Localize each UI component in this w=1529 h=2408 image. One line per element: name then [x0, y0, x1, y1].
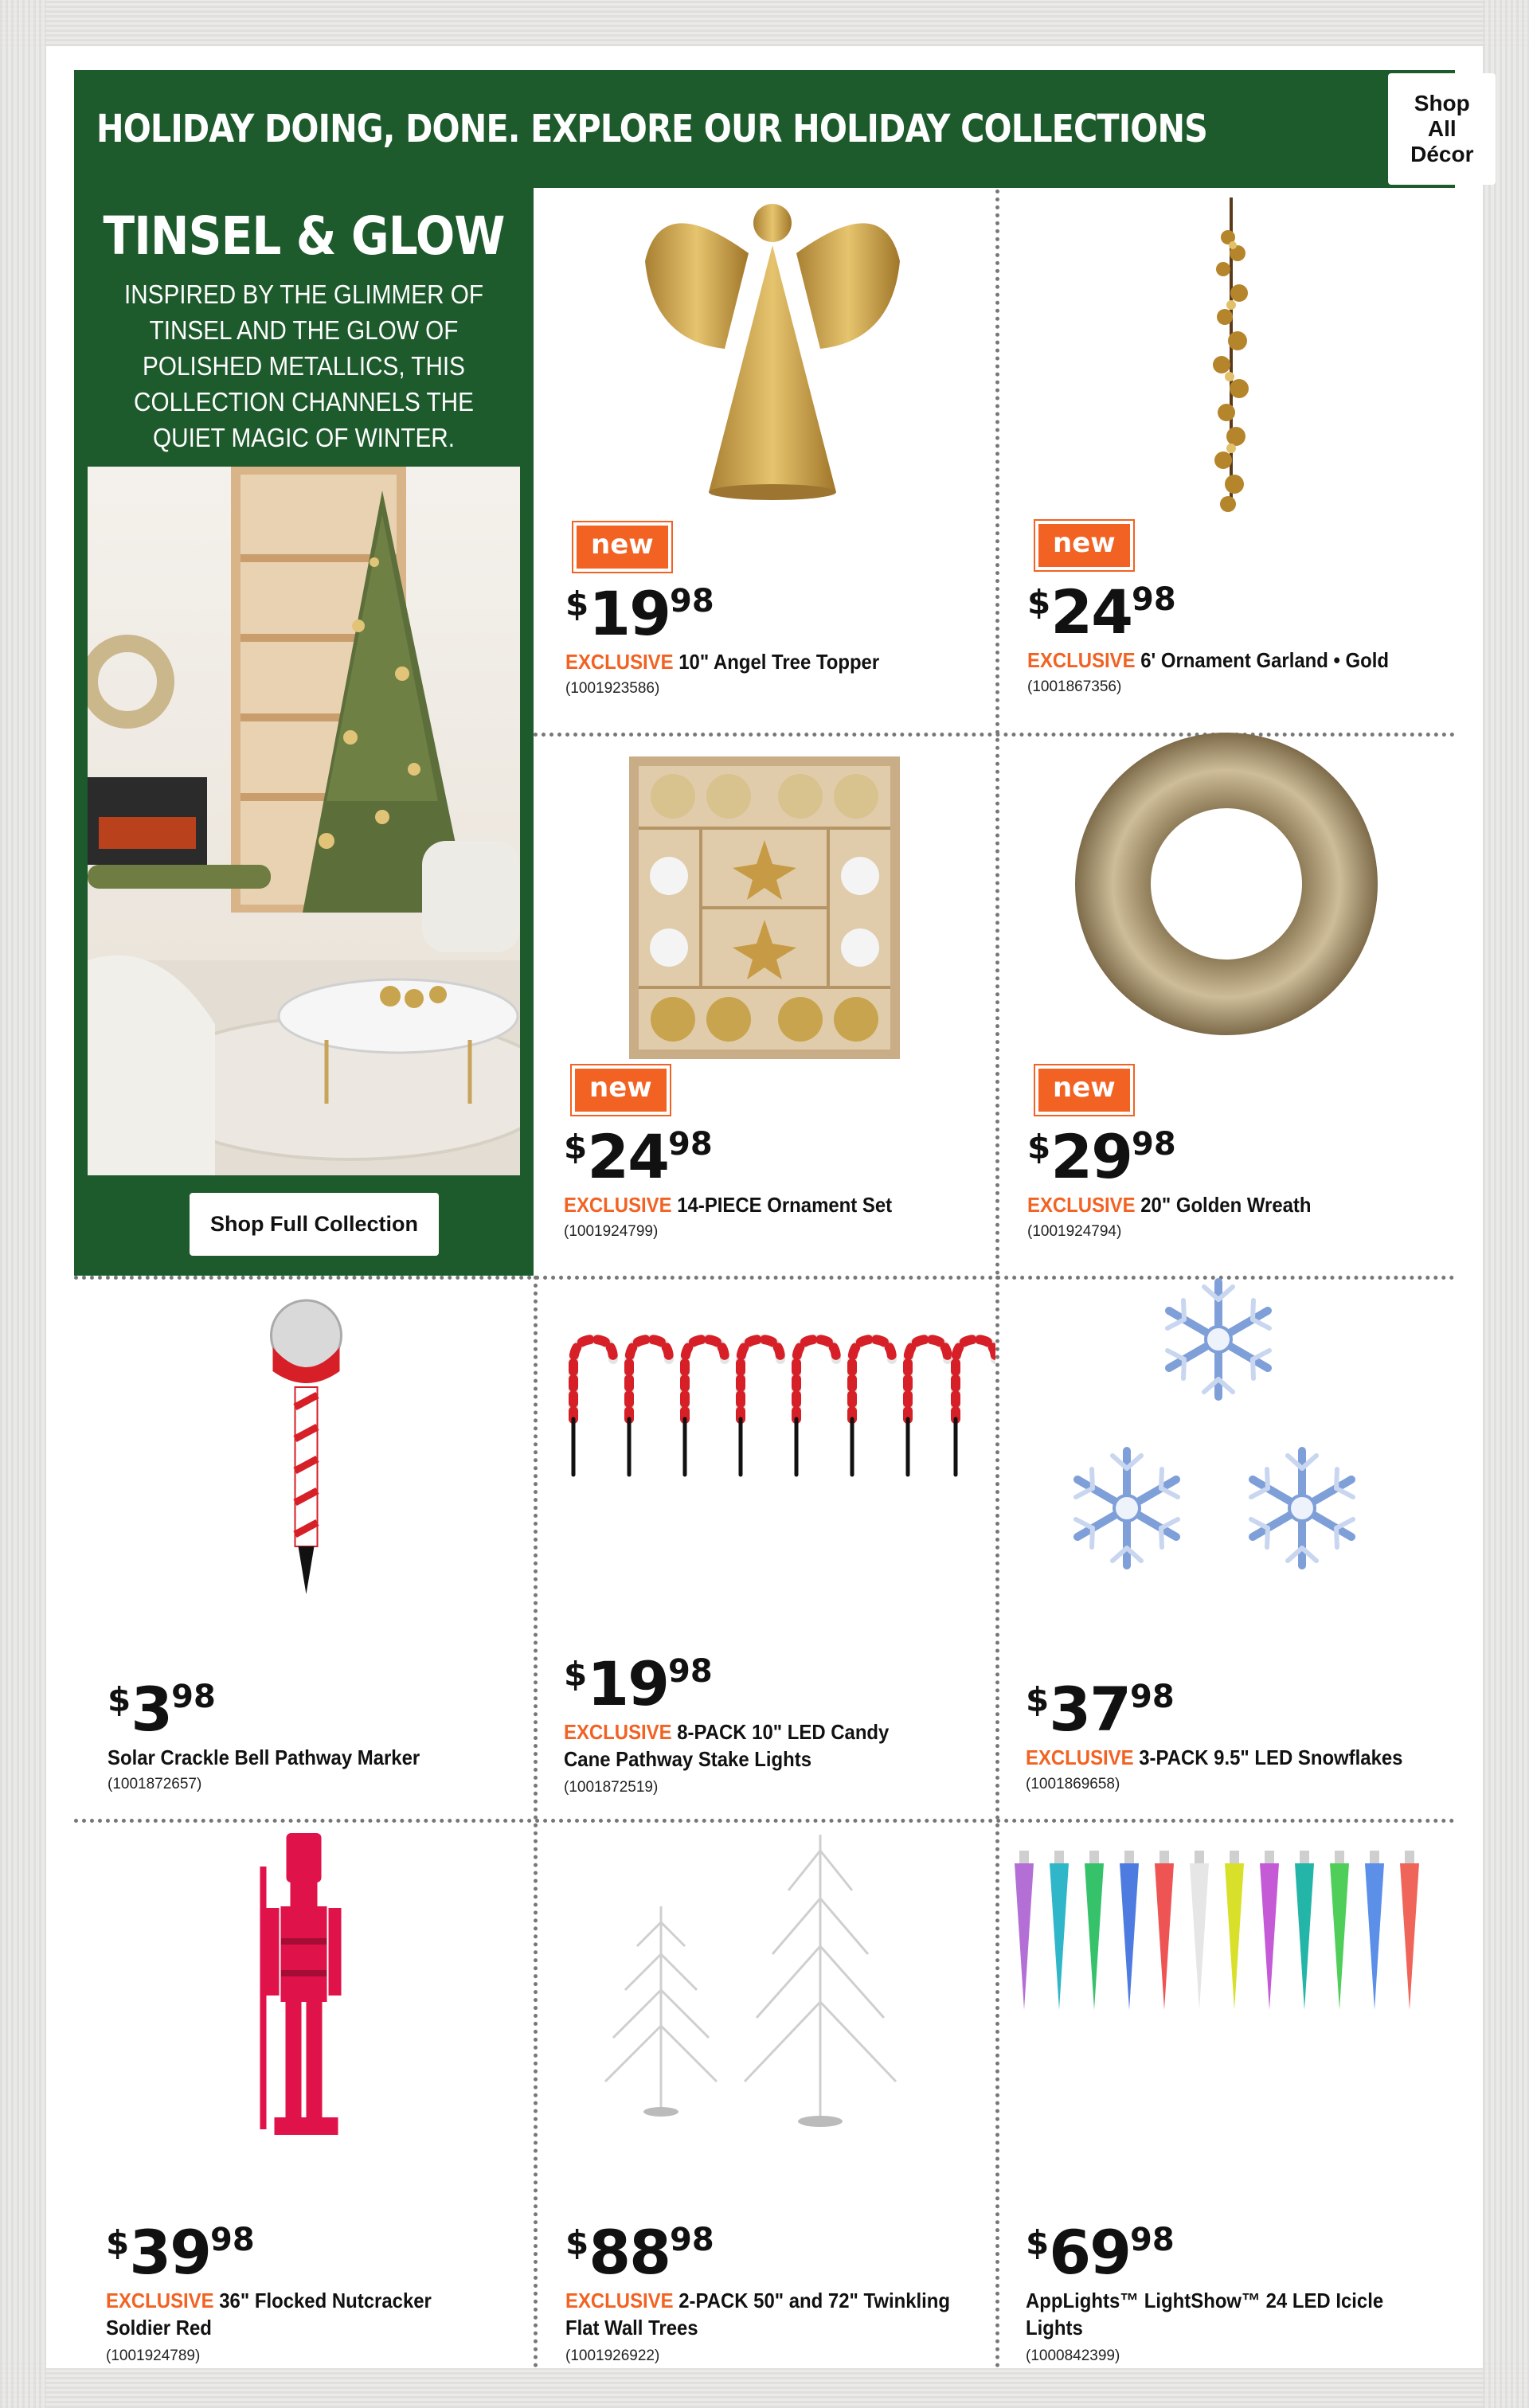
- product-tile[interactable]: [74, 1819, 536, 2364]
- price: $398: [108, 1674, 216, 1745]
- product-tile[interactable]: [534, 733, 995, 1274]
- feature-description: INSPIRED BY THE GLIMMER OF TINSEL AND THE GLOW OF POLISHED METALLICS, THIS COLLECTION CHANNELS THE QUIET MAGIC OF WINTER.: [123, 280, 484, 452]
- product-name: EXCLUSIVE 3-PACK 9.5" LED Snowflakes: [1026, 1745, 1403, 1769]
- product-sku: (1001924794): [1027, 1223, 1122, 1240]
- flyer-page: [46, 46, 1483, 2368]
- new-badge: new: [1035, 521, 1133, 570]
- product-sku: (1001924799): [564, 1223, 659, 1240]
- product-sku: (1001869658): [1026, 1776, 1120, 1792]
- holiday-banner: [74, 70, 1474, 188]
- product-sku: (1001923586): [565, 680, 660, 697]
- nutcracker-soldier-icon: [74, 1819, 536, 2153]
- product-name: EXCLUSIVE 14-PIECE Ornament Set: [564, 1193, 893, 1217]
- new-badge: new: [1035, 1065, 1133, 1115]
- product-sku: (1001926922): [565, 2347, 660, 2364]
- product-name: EXCLUSIVE 2-PACK 50" and 72" Twinkling Flat Wall Trees: [565, 2289, 951, 2340]
- price: $3798: [1026, 1674, 1175, 1745]
- product-tile[interactable]: [995, 1819, 1457, 2364]
- product-sku: (1001867356): [1027, 678, 1122, 695]
- icicle-lights-icon: [995, 1819, 1457, 2153]
- feature-title: TINSEL & GLOW: [103, 205, 505, 267]
- price: $1998: [564, 1648, 713, 1719]
- room-illustration-icon: [88, 467, 520, 1175]
- product-tile[interactable]: [995, 1276, 1457, 1817]
- angel-tree-topper-icon: [534, 190, 995, 524]
- tinsel-glow-feature: [74, 188, 534, 1276]
- product-tile[interactable]: [534, 190, 995, 731]
- price: $2998: [1027, 1121, 1176, 1192]
- paper-edge-top: [0, 0, 1529, 46]
- paper-edge-left: [0, 0, 46, 2408]
- product-tile[interactable]: [534, 1819, 995, 2364]
- product-tile[interactable]: [995, 190, 1457, 731]
- product-tile[interactable]: [995, 733, 1457, 1274]
- new-badge: new: [572, 1065, 670, 1115]
- shop-full-collection-button[interactable]: Shop Full Collection: [190, 1193, 439, 1256]
- banner-title: HOLIDAY DOING, DONE. EXPLORE OUR HOLIDAY COLLECTIONS: [96, 107, 1208, 151]
- product-name: EXCLUSIVE 6' Ornament Garland • Gold: [1027, 648, 1390, 672]
- product-name: AppLights™ LightShow™ 24 LED Icicle Lights: [1026, 2289, 1384, 2340]
- product-name: Solar Crackle Bell Pathway Marker: [108, 1745, 420, 1769]
- price: $6998: [1026, 2217, 1175, 2288]
- price: $2498: [1027, 577, 1176, 647]
- led-snowflakes-icon: [995, 1276, 1457, 1610]
- product-sku: (1001872657): [108, 1776, 202, 1792]
- ornament-garland-icon: [995, 190, 1457, 524]
- product-tile[interactable]: [74, 1276, 536, 1817]
- product-name: EXCLUSIVE 8-PACK 10" LED Candy Cane Pathway Stake Lights: [564, 1720, 890, 1771]
- shop-all-decor-button[interactable]: Shop All Décor: [1388, 73, 1496, 185]
- paper-edge-right: [1483, 0, 1529, 2408]
- golden-wreath-icon: [995, 733, 1457, 1067]
- ornament-set-box-icon: [534, 733, 995, 1067]
- collection-room-photo: [88, 467, 520, 1175]
- product-sku: (1000842399): [1026, 2347, 1120, 2364]
- product-name: EXCLUSIVE 10" Angel Tree Topper: [565, 650, 880, 674]
- price: $1998: [565, 578, 714, 649]
- price: $3998: [106, 2217, 255, 2288]
- pathway-marker-icon: [74, 1276, 536, 1610]
- product-name: EXCLUSIVE 20" Golden Wreath: [1027, 1193, 1312, 1217]
- price: $8898: [565, 2217, 714, 2288]
- product-name: EXCLUSIVE 36" Flocked Nutcracker Soldier Red: [106, 2289, 432, 2340]
- product-tile[interactable]: [534, 1276, 995, 1817]
- candy-cane-lights-icon: [534, 1276, 995, 1610]
- paper-edge-bottom: [0, 2362, 1529, 2408]
- price: $2498: [564, 1121, 713, 1192]
- product-sku: (1001872519): [564, 1779, 659, 1796]
- new-badge: new: [573, 522, 671, 572]
- product-sku: (1001924789): [106, 2347, 201, 2364]
- twinkling-wall-trees-icon: [534, 1819, 995, 2153]
